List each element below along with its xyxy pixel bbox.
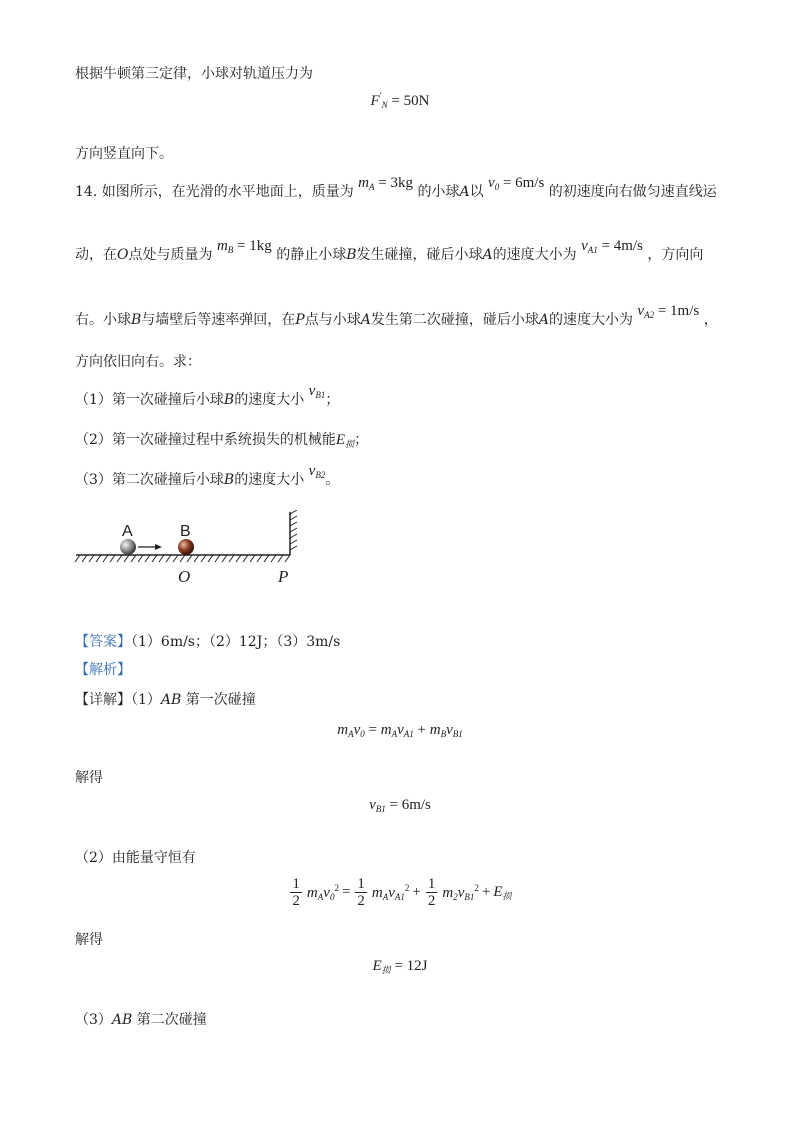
question-1: （1）第一次碰撞后小球B的速度大小 $v_{B1}$； xyxy=(75,383,340,408)
problem-line-2: 动，在O点处与质量为 $m_B = 1kg$ 的静止小球B发生碰撞，碰后小球A的速度大小为 $v_{A1} = 4m/s$ ，方向向 xyxy=(75,238,704,263)
solve-line-2: 解得 xyxy=(75,932,103,948)
energy-loss-result: $E_损 = 12J$ xyxy=(372,958,428,975)
fraction-half-1: $\frac{1}{2}$ xyxy=(292,876,300,909)
answer-line xyxy=(75,632,340,652)
ground-hatching xyxy=(75,555,290,562)
question-2: （2）第一次碰撞过程中系统损失的机械能$E_损$； xyxy=(75,432,369,450)
energy-equation: $\frac{1}{2}$ $m_Av_0^2$ = $\frac{1}{2}$ $m_Av_{A1}^2$ + $\frac{1}{2}$ $m_2v_{B1}^2$ + $E_损$ xyxy=(292,876,512,909)
solve-line-1: 解得 xyxy=(75,770,103,786)
vB1-result: $v_{B1} = 6m/s$ xyxy=(369,797,431,814)
detail-line-2: （2）由能量守恒有 xyxy=(75,850,196,866)
collision-figure xyxy=(72,510,312,588)
question-3: （3）第二次碰撞后小球B的速度大小 $v_{B2}$。 xyxy=(75,463,340,488)
fraction-half-3: $\frac{1}{2}$ xyxy=(427,876,436,909)
answer-text: （1）6m/s；（2）12J；（3）3m/s xyxy=(131,634,341,650)
label-p: P xyxy=(278,567,289,586)
velocity-arrowhead xyxy=(155,544,162,550)
problem-line-1: 14. 如图所示，在光滑的水平地面上，质量为 $m_A = 3kg$ 的小球A以 $v_0 = 6m/s$ 的初速度向右做匀速直线运 xyxy=(75,175,717,200)
ball-a xyxy=(120,539,136,555)
fraction-half-2: $\frac{1}{2}$ xyxy=(357,876,365,909)
label-o: O xyxy=(178,567,191,586)
momentum-equation-1: $m_Av_0 = m_Av_{A1} + m_Bv_{B1}$ xyxy=(337,722,463,739)
force-equation: $F'_N = 50N$ xyxy=(370,91,430,110)
problem-line-4: 方向依旧向右。求： xyxy=(75,354,201,370)
detail-line-1: 【详解】（1）AB 第一次碰撞 xyxy=(75,692,256,708)
ball-b xyxy=(178,539,194,555)
intro-line-3: 方向竖直向下。 xyxy=(75,146,173,162)
intro-line-1: 根据牛顿第三定律，小球对轨道压力为 xyxy=(75,66,313,82)
wall-hatching xyxy=(290,510,297,550)
answer-tag: 【答案】 xyxy=(75,634,131,650)
detail-line-3: （3）AB 第二次碰撞 xyxy=(75,1012,207,1028)
problem-line-3: 右。小球B与墙壁后等速率弹回，在P点与小球A发生第二次碰撞，碰后小球A的速度大小为 $v_{A2} = 1m/s$ ， xyxy=(75,303,718,328)
label-b: B xyxy=(180,523,191,540)
analysis-tag: 【解析】 xyxy=(75,662,131,678)
label-a: A xyxy=(122,523,133,540)
